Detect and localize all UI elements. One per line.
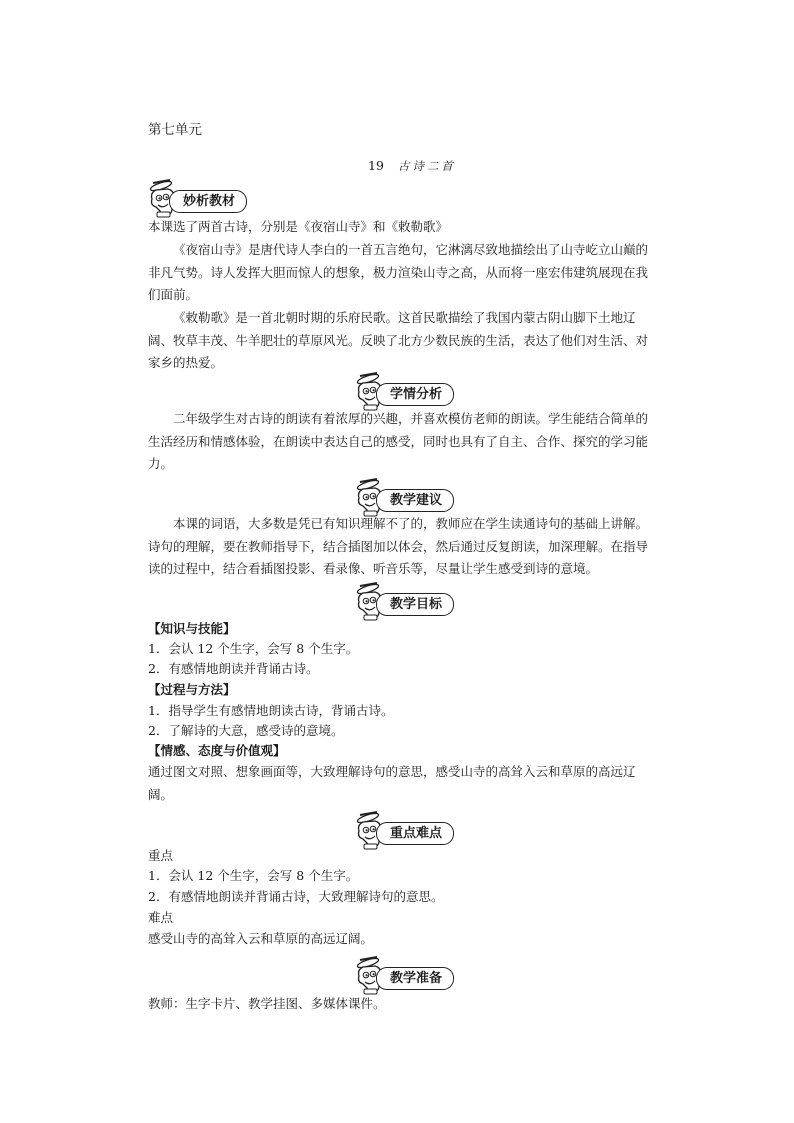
section-title: 教学目标: [376, 593, 454, 616]
lesson-title: 古诗二首: [397, 159, 456, 173]
goal-item: 2．有感情地朗读并背诵古诗。: [148, 661, 319, 676]
lesson-number: 19: [368, 158, 384, 173]
key-point-item: 2．有感情地朗读并背诵古诗，大致理解诗句的意思。: [148, 889, 444, 904]
students-paragraph: 二年级学生对古诗的朗读有着浓厚的兴趣，并喜欢模仿老师的朗读。学生能结合简单的生活经历和情感体验，在朗读中表达自己的感受，同时也具有了自主、合作、探究的学习能力。: [148, 411, 649, 471]
key-point-label: 重点: [148, 848, 174, 863]
section-title: 教学准备: [376, 967, 454, 990]
analysis-paragraph: 《夜宿山寺》是唐代诗人李白的一首五言绝句，它淋漓尽致地描绘出了山寺屹立山巅的非凡气势。诗人发挥大胆而惊人的想象，极力渲染山寺之高，从而将一座宏伟建筑展现在我们面前。: [148, 242, 649, 302]
analysis-paragraph: 本课选了两首古诗，分别是《夜宿山寺》和《敕勒歌》: [148, 219, 449, 234]
goal-item: 1．指导学生有感情地朗读古诗，背诵古诗。: [148, 703, 394, 718]
key-point-item: 1．会认 12 个生字，会写 8 个生字。: [148, 868, 359, 883]
section-title: 教学建议: [376, 489, 454, 512]
goal-category: 【过程与方法】: [148, 682, 236, 697]
analysis-paragraph: 《敕勒歌》是一首北朝时期的乐府民歌。这首民歌描绘了我国内蒙古阴山脚下土地辽阔、牧草丰茂、牛羊肥壮的草原风光。反映了北方少数民族的生活，表达了他们对生活、对家乡的热爱。: [148, 310, 649, 370]
lesson-heading: [368, 158, 456, 174]
goal-item: 2．了解诗的大意，感受诗的意境。: [148, 723, 344, 738]
goal-category: 【情感、态度与价值观】: [148, 743, 286, 758]
unit-title: 第七单元: [148, 122, 202, 138]
prep-item: 教师：生字卡片、教学挂图、多媒体课件。: [148, 996, 386, 1011]
section-title: 学情分析: [376, 383, 454, 406]
section-title: 重点难点: [376, 822, 454, 845]
difficulty-item: 感受山寺的高耸入云和草原的高远辽阔。: [148, 931, 374, 946]
goal-category: 【知识与技能】: [148, 621, 236, 636]
advice-paragraph: 本课的词语，大多数是凭已有知识理解不了的，教师应在学生读通诗句的基础上讲解。诗句的理解，要在教师指导下，结合插图加以体会，然后通过反复朗读，加深理解。在指导读的过程中，结合看插图投影、看录像、听音乐等，尽量让学生感受到诗的意境。: [148, 516, 649, 576]
goal-paragraph: 通过图文对照、想象画面等，大致理解诗句的意思，感受山寺的高耸入云和草原的高远辽阔。: [148, 764, 636, 802]
goal-item: 1．会认 12 个生字，会写 8 个生字。: [148, 641, 359, 656]
section-title: 妙析教材: [169, 190, 247, 213]
difficulty-label: 难点: [148, 910, 174, 925]
